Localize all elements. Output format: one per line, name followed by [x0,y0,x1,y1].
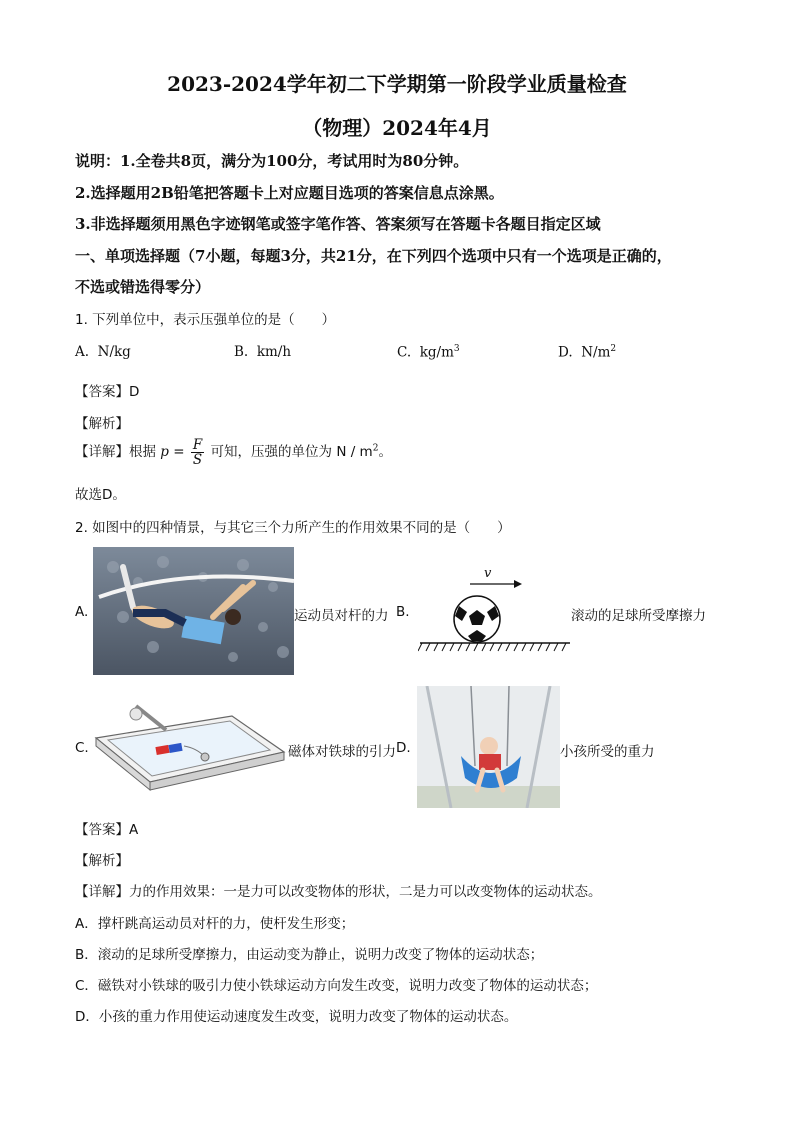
formula-fraction [191,438,204,467]
q2-option-a-caption: 运动员对杆的力 [294,608,389,624]
velocity-label: v [484,566,492,581]
q2-explanation-a: A．撑杆跳高运动员对杆的力，使杆发生形变； [75,916,355,932]
q1-analysis: 【解析】 [75,416,129,432]
swing-photo [417,686,560,808]
q2-option-c-tag: C. [75,740,89,756]
q2-explanation-b: B．滚动的足球所受摩擦力，由运动变为静止，说明力改变了物体的运动状态； [75,947,544,963]
section-heading-cont: 不选或错选得零分） [75,278,211,296]
detail-sup: 2 [372,443,379,454]
option-tag: C. [397,344,412,361]
q2-option-d-caption: 小孩所受的重力 [560,744,655,760]
q1-option-d [558,344,616,361]
formula-lhs: p [160,444,169,460]
q1-stem: 1. 下列单位中，表示压强单位的是（ ） [75,312,336,328]
q1-conclusion: 故选D。 [75,487,126,503]
q2-option-b-tag: B. [396,604,410,620]
option-text: N/kg [97,344,131,360]
q1-option-b [234,344,291,360]
detail-suffix: 可知，压强的单位为 N / m [210,444,373,460]
formula-numerator: F [192,437,203,453]
q2-explanation-c: C．磁铁对小铁球的吸引力使小铁球运动方向发生改变，说明力改变了物体的运动状态； [75,978,598,994]
football-diagram [418,566,572,654]
formula-denominator: S [192,452,203,468]
q2-option-a-tag: A. [75,604,89,620]
option-sup: 2 [610,344,617,354]
instruction-line-1: 说明：1.全卷共8页，满分为100分，考试用时为80分钟。 [75,152,469,170]
page-title: 2023-2024学年初二下学期第一阶段学业质量检查 [167,72,627,96]
option-text: km/h [256,344,292,360]
q2-answer: 【答案】A [75,822,139,838]
pole-vault-image [93,547,294,675]
q2-option-d-tag: D. [396,740,411,756]
section-heading: 一、单项选择题（7小题，每题3分，共21分，在下列四个选项中只有一个选项是正确的， [75,247,672,265]
q2-explanation-d: D．小孩的重力作用使运动速度发生改变，说明力改变了物体的运动状态。 [75,1009,518,1025]
option-text: N/m [581,344,611,361]
magnet-tray-diagram [92,702,288,792]
detail-prefix: 【详解】根据 [75,444,156,460]
option-sup: 3 [453,344,460,354]
instruction-line-3: 3.非选择题须用黑色字迹钢笔或签字笔作答、答案须写在答题卡各题目指定区域 [75,215,601,233]
formula-eq: = [173,444,185,460]
option-text: kg/m [419,344,454,361]
option-tag: D. [558,344,573,361]
q2-detail: 【详解】力的作用效果：一是力可以改变物体的形状，二是力可以改变物体的运动状态。 [75,884,602,900]
q2-option-b-caption: 滚动的足球所受摩擦力 [571,608,706,624]
q2-option-c-caption: 磁体对铁球的引力 [288,744,396,760]
q1-option-a [75,344,131,360]
q1-option-c [397,344,460,361]
page-subtitle: （物理）2024年4月 [302,116,492,140]
q1-detail [75,438,392,467]
detail-end: 。 [378,444,392,460]
option-tag: B. [234,344,249,360]
q2-stem: 2. 如图中的四种情景，与其它三个力所产生的作用效果不同的是（ ） [75,520,511,536]
instruction-line-2: 2.选择题用2B铅笔把答题卡上对应题目选项的答案信息点涂黑。 [75,184,504,202]
option-tag: A. [75,344,90,360]
q2-analysis: 【解析】 [75,853,129,869]
q1-answer: 【答案】D [75,384,140,400]
